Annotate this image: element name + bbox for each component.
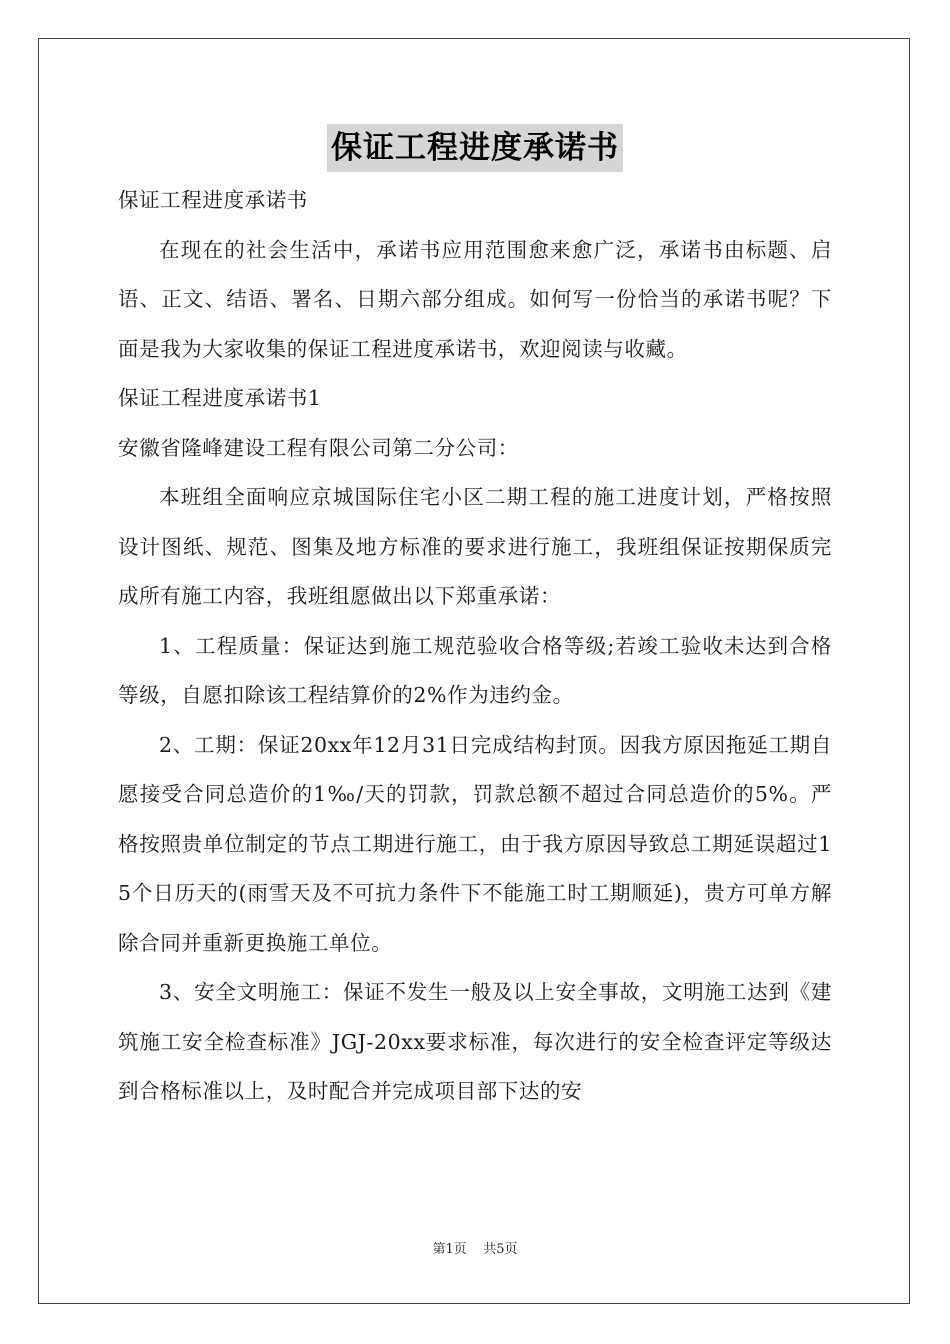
- paragraph-body: 本班组全面响应京城国际住宅小区二期工程的施工进度计划，严格按照设计图纸、规范、图集及地方标准的要求进行施工，我班组保证按期保质完成所有施工内容，我班组愿做出以下郑重承诺：: [118, 485, 832, 608]
- paragraph-section-heading: 保证工程进度承诺书1: [118, 386, 322, 410]
- document-body: [118, 176, 832, 1117]
- page-number: 第1页: [432, 1242, 467, 1257]
- paragraph-intro: 在现在的社会生活中，承诺书应用范围愈来愈广泛，承诺书由标题、启语、正文、结语、署名、日期六部分组成。如何写一份恰当的承诺书呢？下面是我为大家收集的保证工程进度承诺书，欢迎阅读与收藏。: [118, 237, 832, 361]
- paragraph-addressee: 安徽省隆峰建设工程有限公司第二分公司：: [118, 435, 519, 460]
- page-total: 共5页: [483, 1242, 518, 1257]
- paragraph-item-safety: 3、安全文明施工：保证不发生一般及以上安全事故，文明施工达到《建筑施工安全检查标准》JGJ-20xx要求标准，每次进行的安全检查评定等级达到合格标准以上，及时配合并完成项目部下达的安: [118, 980, 832, 1103]
- title-container: [0, 124, 950, 172]
- document-title: 保证工程进度承诺书: [327, 124, 623, 172]
- paragraph-item-schedule: 2、工期：保证20xx年12月31日完成结构封顶。因我方原因拖延工期自愿接受合同总造价的1‰/天的罚款，罚款总额不超过合同总造价的5%。严格按照贵单位制定的节点工期进行施工，由于我方原因导致总工期延误超过15个日历天的(雨雪天及不可抗力条件下不能施工时工期顺延)，贵方可单方解除合同并重新更换施工单位。: [118, 732, 832, 955]
- page-footer: [0, 1238, 950, 1257]
- paragraph-subtitle: 保证工程进度承诺书: [118, 188, 308, 212]
- paragraph-item-quality: 1、工程质量：保证达到施工规范验收合格等级;若竣工验收未达到合格等级，自愿扣除该工程结算价的2%作为违约金。: [118, 633, 832, 707]
